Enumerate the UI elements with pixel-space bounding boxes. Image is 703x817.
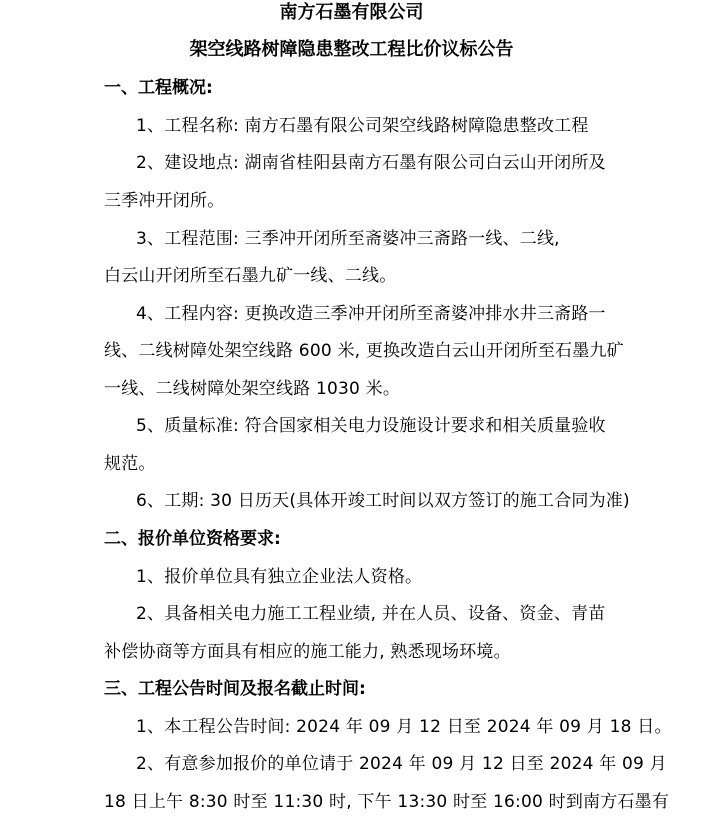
schedule-item-registration-cont: 18 日上午 8:30 时至 11:30 时, 下午 13:30 时至 16:00 时到南方石墨有	[104, 792, 670, 812]
document-title-company: 南方石墨有限公司	[279, 2, 424, 23]
overview-item-duration: 6、工期: 30 日历天(具体开竣工时间以双方签订的施工合同为准)	[136, 491, 630, 511]
overview-item-content-cont1: 线、二线树障处架空线路 600 米, 更换改造白云山开闭所至石墨九矿	[104, 341, 624, 361]
overview-item-location-cont: 三季冲开闭所。	[104, 191, 225, 211]
overview-item-name: 1、工程名称: 南方石墨有限公司架空线路树障隐患整改工程	[136, 116, 589, 136]
overview-item-scope: 3、工程范围: 三季冲开闭所至斋婆冲三斋路一线、二线,	[136, 229, 560, 249]
section-heading-qualification: 二、报价单位资格要求:	[104, 529, 281, 549]
schedule-item-registration: 2、有意参加报价的单位请于 2024 年 09 月 12 日至 2024 年 09 月	[136, 754, 667, 774]
schedule-item-announcement: 1、本工程公告时间: 2024 年 09 月 12 日至 2024 年 09 月 18 日。	[136, 717, 672, 737]
qualification-item-experience-cont: 补偿协商等方面具有相应的施工能力, 熟悉现场环境。	[104, 642, 511, 662]
overview-item-content: 4、工程内容: 更换改造三季冲开闭所至斋婆冲排水井三斋路一	[136, 304, 606, 324]
overview-item-scope-cont: 白云山开闭所至石墨九矿一线、二线。	[104, 266, 397, 286]
overview-item-quality-cont: 规范。	[104, 454, 156, 474]
qualification-item-legal-entity: 1、报价单位具有独立企业法人资格。	[136, 567, 423, 587]
overview-item-quality: 5、质量标准: 符合国家相关电力设施设计要求和相关质量验收	[136, 416, 606, 436]
document-title-notice: 架空线路树障隐患整改工程比价议标公告	[189, 39, 514, 60]
section-heading-schedule: 三、工程公告时间及报名截止时间:	[104, 679, 366, 699]
section-heading-overview: 一、工程概况:	[104, 78, 213, 98]
overview-item-location: 2、建设地点: 湖南省桂阳县南方石墨有限公司白云山开闭所及	[136, 153, 606, 173]
overview-item-content-cont2: 一线、二线树障处架空线路 1030 米。	[104, 379, 401, 399]
qualification-item-experience: 2、具备相关电力施工工程业绩, 并在人员、设备、资金、青苗	[136, 604, 606, 624]
